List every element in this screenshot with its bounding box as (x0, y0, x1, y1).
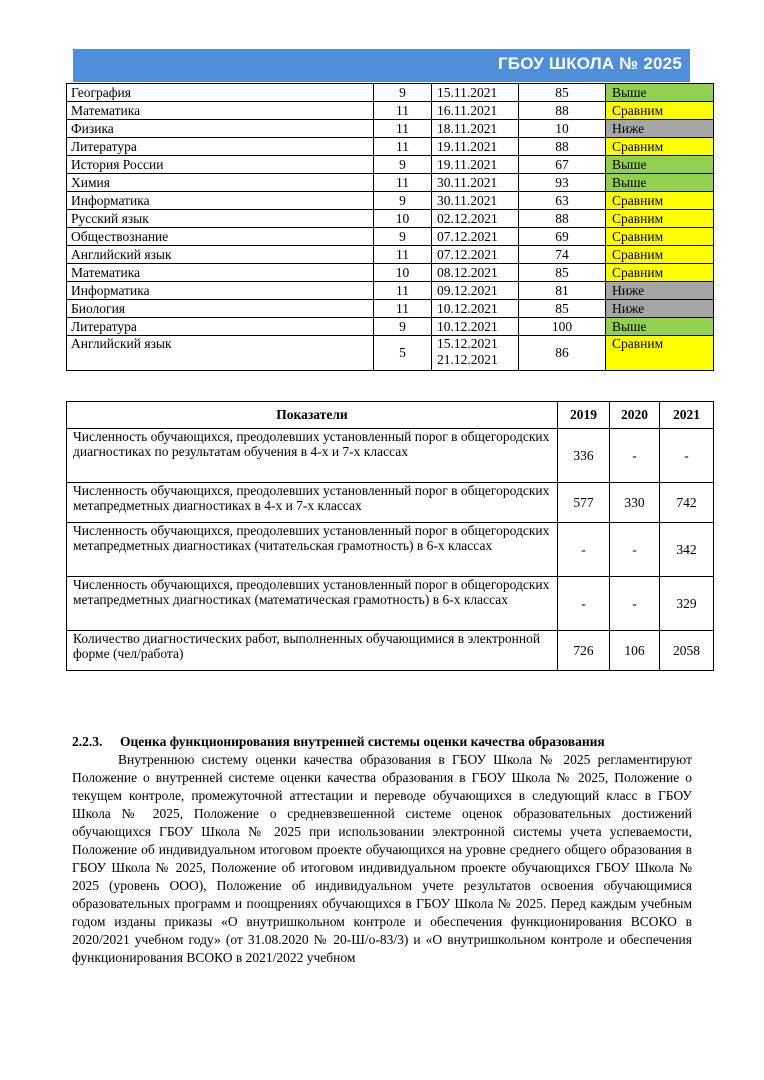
indicators-header-2021: 2021 (660, 402, 714, 429)
indicator-2021: - (660, 429, 714, 483)
school-banner (73, 49, 690, 82)
results-row (67, 192, 714, 210)
results-subject: География (67, 84, 374, 102)
results-date-value: 07.12.2021 (437, 228, 498, 244)
results-comparison: Сравним (606, 336, 714, 371)
results-class: 9 (374, 228, 432, 246)
school-banner-title: ГБОУ ШКОЛА № 2025 (497, 54, 682, 73)
results-date (432, 138, 519, 156)
indicators-row (67, 577, 714, 631)
results-row (67, 264, 714, 282)
results-date (432, 282, 519, 300)
results-row (67, 138, 714, 156)
results-subject: Литература (67, 318, 374, 336)
results-subject: Физика (67, 120, 374, 138)
results-subject: Информатика (67, 282, 374, 300)
indicator-label: Численность обучающихся, преодолевших установленный порог в общегородских метапредметных диагностиках (читательская грамотность) в 6-х классах (67, 523, 558, 577)
results-subject: Биология (67, 300, 374, 318)
indicator-label: Численность обучающихся, преодолевших установленный порог в общегородских метапредметных диагностиках в 4-х и 7-х классах (67, 483, 558, 523)
section-number: 2.2.3. (72, 734, 103, 749)
indicators-row (67, 523, 714, 577)
indicators-header-label: Показатели (67, 402, 558, 429)
results-date (432, 174, 519, 192)
results-date-value: 10.12.2021 (437, 300, 498, 316)
results-subject: Русский язык (67, 210, 374, 228)
results-score: 93 (519, 174, 606, 192)
results-row (67, 300, 714, 318)
results-date-value: 09.12.2021 (437, 282, 498, 298)
results-date-value: 19.11.2021 (437, 156, 498, 172)
results-class: 9 (374, 192, 432, 210)
section-paragraph: Внутреннюю систему оценки качества образования в ГБОУ Школа № 2025 регламентируют Положение о внутренней системе оценки качества образования в ГБОУ Школа № 2025, Положение о текущем контроле, промежуточной аттестации и переводе обучающихся в следующий класс в ГБОУ Школа № 2025, Положение о средневзвешенной системе оценок образовательных достижений обучающихся ГБОУ Школа № 2025 при использовании электронной системы учета успеваемости, Положение об индивидуальном итоговом проекте обучающихся на уровне среднего общего образования в ГБОУ Школа № 2025, Положение об итоговом индивидуальном проекте обучающихся ГБОУ Школа № 2025 (уровень ООО), Положение об индивидуальном учете результатов освоения обучающимися образовательных программ и поощрениях обучающихся в ГБОУ Школа № 2025. Перед каждым учебным годом изданы приказы «О внутришкольном контроле и обеспечения функционирования ВСОКО в 2020/2021 учебном году» (от 31.08.2020 № 20-Ш/о-83/3) и «О внутришкольном контроле и обеспечения функционирования ВСОКО в 2021/2022 учебном (72, 752, 692, 965)
results-date (432, 300, 519, 318)
results-date (432, 84, 519, 102)
results-subject: История России (67, 156, 374, 174)
results-comparison: Сравним (606, 264, 714, 282)
results-row (67, 156, 714, 174)
section-2-2-3 (72, 733, 692, 967)
results-row (67, 84, 714, 102)
results-date-value: 30.11.2021 (437, 174, 498, 190)
indicators-table (66, 401, 714, 671)
diagnostics-results-body (67, 84, 714, 371)
indicators-body (67, 429, 714, 671)
section-title: Оценка функционирования внутренней системы оценки качества образования (120, 734, 605, 749)
indicator-2019: 336 (558, 429, 610, 483)
results-subject: Математика (67, 264, 374, 282)
results-date-value: 15.12.2021 (437, 336, 498, 351)
results-comparison: Сравним (606, 192, 714, 210)
results-comparison: Сравним (606, 138, 714, 156)
results-comparison: Выше (606, 156, 714, 174)
results-row (67, 102, 714, 120)
indicator-2019: 577 (558, 483, 610, 523)
indicators-header-row (67, 402, 714, 429)
results-date-value-2: 21.12.2021 (437, 352, 498, 367)
results-score: 88 (519, 210, 606, 228)
results-comparison: Выше (606, 174, 714, 192)
indicator-label: Численность обучающихся, преодолевших установленный порог в общегородских диагностиках по результатам обучения в 4-х и 7-х классах (67, 429, 558, 483)
indicator-2020: 106 (610, 631, 660, 671)
results-row (67, 282, 714, 300)
results-row (67, 174, 714, 192)
indicator-2021: 742 (660, 483, 714, 523)
results-date-value: 08.12.2021 (437, 264, 498, 280)
results-comparison: Ниже (606, 120, 714, 138)
results-comparison: Сравним (606, 102, 714, 120)
results-score: 85 (519, 84, 606, 102)
results-comparison: Выше (606, 84, 714, 102)
results-date-value: 30.11.2021 (437, 192, 498, 208)
results-row (67, 228, 714, 246)
indicator-2020: 330 (610, 483, 660, 523)
results-class: 11 (374, 174, 432, 192)
indicator-2019: 726 (558, 631, 610, 671)
results-subject: Английский язык (67, 336, 374, 371)
results-subject: Обществознание (67, 228, 374, 246)
indicator-2019: - (558, 523, 610, 577)
indicator-2019: - (558, 577, 610, 631)
results-date (432, 192, 519, 210)
results-row (67, 246, 714, 264)
indicator-2021: 2058 (660, 631, 714, 671)
results-score: 69 (519, 228, 606, 246)
results-date-value: 10.12.2021 (437, 318, 498, 334)
results-score: 67 (519, 156, 606, 174)
indicators-header-2020: 2020 (610, 402, 660, 429)
results-score: 85 (519, 264, 606, 282)
results-comparison: Выше (606, 318, 714, 336)
results-date-value: 19.11.2021 (437, 138, 498, 154)
results-date-value: 07.12.2021 (437, 246, 498, 262)
diagnostics-results-table (66, 83, 714, 371)
results-row (67, 318, 714, 336)
results-comparison: Сравним (606, 246, 714, 264)
results-row (67, 120, 714, 138)
results-date (432, 264, 519, 282)
results-date (432, 210, 519, 228)
results-subject: Математика (67, 102, 374, 120)
indicator-2021: 329 (660, 577, 714, 631)
results-date-value: 02.12.2021 (437, 210, 498, 226)
results-date (432, 102, 519, 120)
results-score: 81 (519, 282, 606, 300)
results-date (432, 228, 519, 246)
indicators-row (67, 483, 714, 523)
results-score: 10 (519, 120, 606, 138)
indicator-2021: 342 (660, 523, 714, 577)
results-comparison: Ниже (606, 300, 714, 318)
results-row (67, 210, 714, 228)
results-class: 9 (374, 318, 432, 336)
indicator-label: Численность обучающихся, преодолевших установленный порог в общегородских метапредметных диагностиках (математическая грамотность) в 6-х классах (67, 577, 558, 631)
section-heading (72, 733, 692, 751)
results-class: 11 (374, 300, 432, 318)
results-score: 88 (519, 138, 606, 156)
results-class: 11 (374, 138, 432, 156)
results-score: 74 (519, 246, 606, 264)
results-class: 11 (374, 120, 432, 138)
results-comparison: Ниже (606, 282, 714, 300)
results-date-value: 15.11.2021 (437, 84, 498, 100)
indicators-row (67, 429, 714, 483)
indicator-2020: - (610, 429, 660, 483)
results-subject: Химия (67, 174, 374, 192)
results-class: 11 (374, 246, 432, 264)
indicator-label: Количество диагностических работ, выполненных обучающимися в электронной форме (чел/работа) (67, 631, 558, 671)
results-class: 10 (374, 264, 432, 282)
results-class: 10 (374, 210, 432, 228)
results-subject: Литература (67, 138, 374, 156)
results-date-value: 18.11.2021 (437, 120, 498, 136)
results-comparison: Сравним (606, 228, 714, 246)
results-date (432, 336, 519, 371)
results-score: 85 (519, 300, 606, 318)
results-score: 63 (519, 192, 606, 210)
results-comparison: Сравним (606, 210, 714, 228)
indicator-2020: - (610, 577, 660, 631)
results-date-value: 16.11.2021 (437, 102, 498, 118)
results-score: 86 (519, 336, 606, 371)
results-class: 9 (374, 84, 432, 102)
results-class: 9 (374, 156, 432, 174)
results-subject: Информатика (67, 192, 374, 210)
indicators-row (67, 631, 714, 671)
results-date (432, 120, 519, 138)
results-class: 5 (374, 336, 432, 371)
indicators-header-2019: 2019 (558, 402, 610, 429)
results-date (432, 156, 519, 174)
results-class: 11 (374, 102, 432, 120)
results-date (432, 246, 519, 264)
results-score: 100 (519, 318, 606, 336)
results-class: 11 (374, 282, 432, 300)
results-score: 88 (519, 102, 606, 120)
indicator-2020: - (610, 523, 660, 577)
results-date (432, 318, 519, 336)
results-row (67, 336, 714, 371)
results-subject: Английский язык (67, 246, 374, 264)
